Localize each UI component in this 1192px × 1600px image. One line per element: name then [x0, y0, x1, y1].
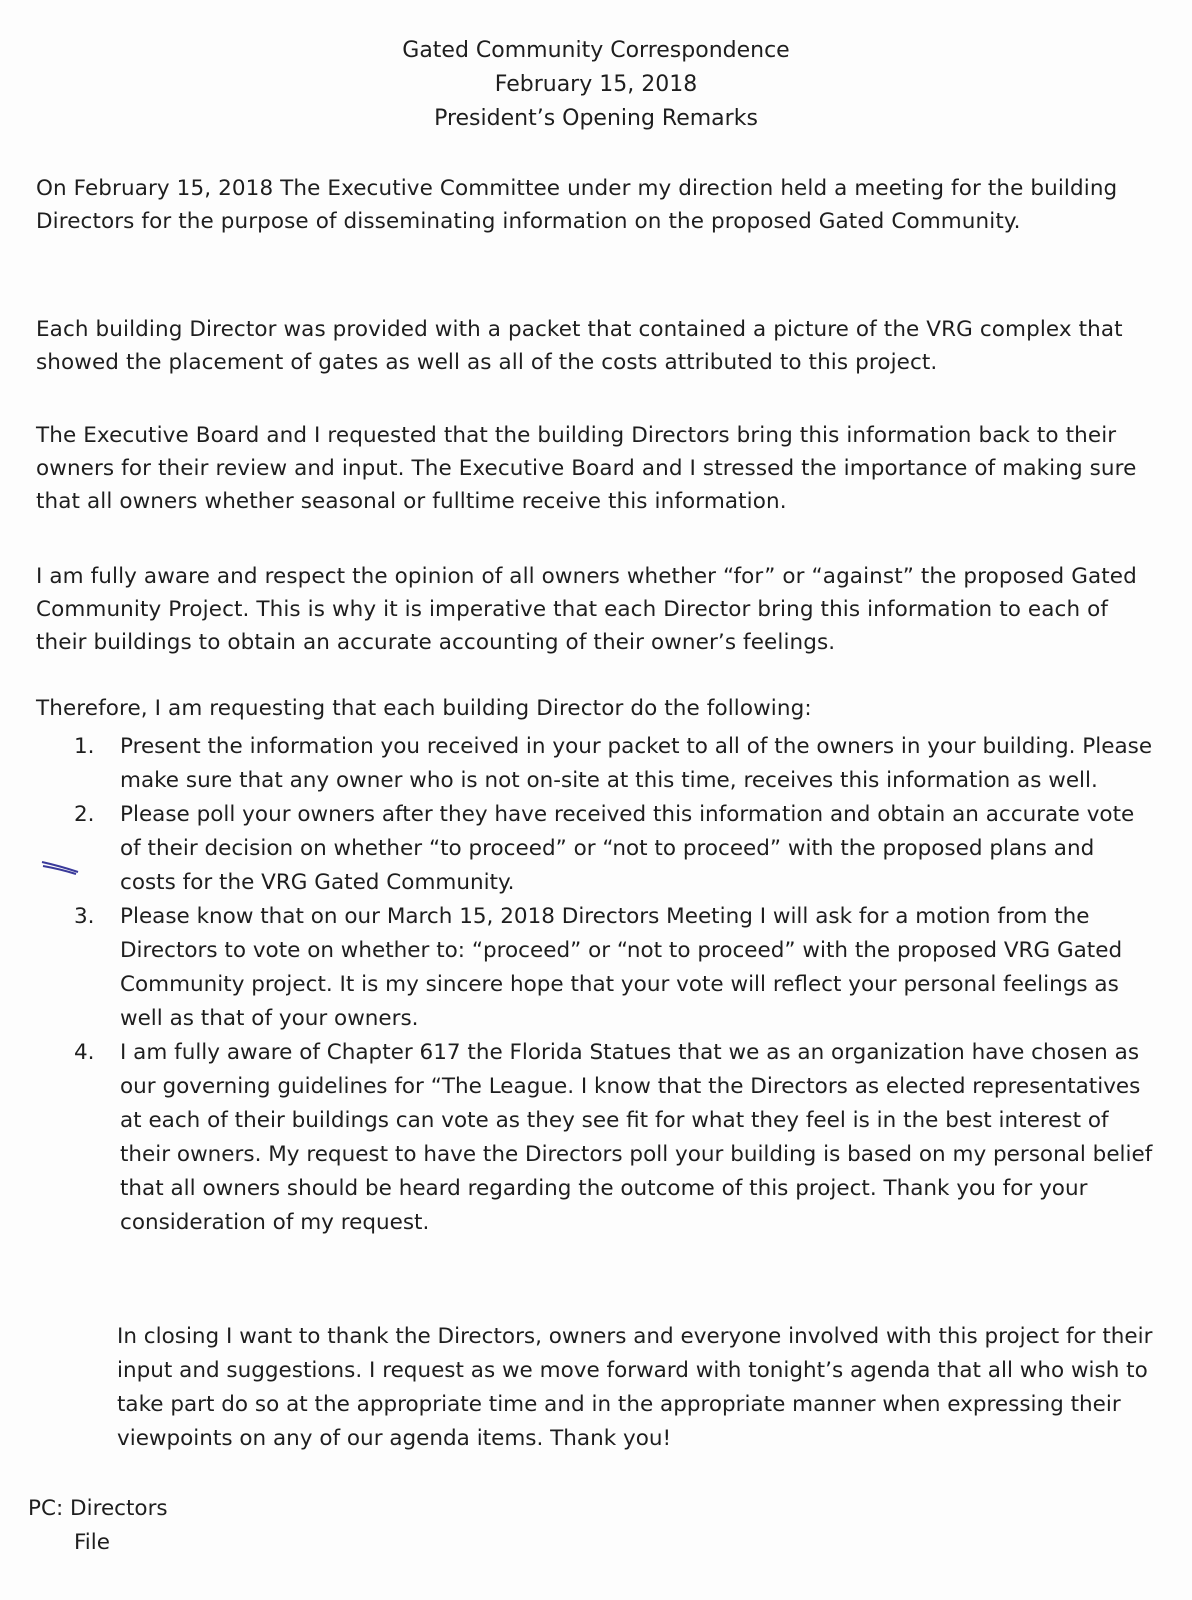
pen-mark-icon: [40, 858, 82, 876]
list-item: [36, 730, 1156, 798]
document-date: February 15, 2018: [494, 72, 698, 97]
list-item-text: Present the information you received in your packet to all of the owners in your building. Please make sure that any owner who is not on-site at this time, receives this information as well.: [120, 734, 1153, 793]
list-item-number: 2.: [74, 802, 95, 827]
paragraph-intro: On February 15, 2018 The Executive Committee under my direction held a meeting for the building Directors for the purpose of disseminating information on the proposed Gated Community.: [36, 176, 1118, 234]
pc-directors: PC: Directors: [28, 1496, 168, 1521]
list-item-text: Please know that on our March 15, 2018 Directors Meeting I will ask for a motion from the Directors to vote on whether to: “proceed” or “not to proceed” with the proposed VRG Gated Community project. It is my sincere hope that your vote will reflect your personal feelings as well as that of your owners.: [120, 904, 1123, 1031]
paragraph-respect-opinion: I am fully aware and respect the opinion of all owners whether “for” or “against” the proposed Gated Community Project. This is why it is imperative that each Director bring this information to each of their buildings to obtain an accurate accounting of their owner’s feelings.: [36, 564, 1137, 655]
paragraph-request-intro: Therefore, I am requesting that each building Director do the following:: [36, 696, 812, 721]
closing-paragraph: In closing I want to thank the Directors, owners and everyone involved with this project for their input and suggestions. I request as we move forward with tonight’s agenda that all who wish to take part do so at the appropriate time and in the appropriate manner when expressing their viewpoints on any of our agenda items. Thank you!: [117, 1324, 1153, 1451]
list-item: [36, 900, 1156, 1036]
paragraph-executive-board: The Executive Board and I requested that the building Directors bring this information back to their owners for their review and input. The Executive Board and I stressed the importance of making sure that all owners whether seasonal or fulltime receive this information.: [36, 423, 1137, 514]
list-item-number: 1.: [74, 734, 95, 759]
list-item-text: Please poll your owners after they have received this information and obtain an accurate vote of their decision on whether “to proceed” or “not to proceed” with the proposed plans and costs for the VRG Gated Community.: [120, 802, 1135, 895]
document-header: [0, 34, 1192, 136]
pc-file: File: [74, 1530, 110, 1555]
list-item: [36, 798, 1156, 900]
list-item-text: I am fully aware of Chapter 617 the Florida Statues that we as an organization have chosen as our governing guidelines for “The League. I know that the Directors as elected representatives at each of their buildings can vote as they see fit for what they feel is in the best interest of their owners. My request to have the Directors poll your building is based on my personal belief that all owners should be heard regarding the outcome of this project. Thank you for your consideration of my request.: [120, 1040, 1153, 1235]
document-title: Gated Community Correspondence: [402, 38, 790, 63]
paragraph-packet: Each building Director was provided with a packet that contained a picture of the VRG complex that showed the placement of gates as well as all of the costs attributed to this project.: [36, 317, 1123, 375]
request-list: [36, 730, 1156, 1240]
list-item-number: 4.: [74, 1040, 95, 1065]
list-item-number: 3.: [74, 904, 95, 929]
list-item: [36, 1036, 1156, 1240]
carbon-copy-block: [28, 1492, 168, 1560]
document-subtitle: President’s Opening Remarks: [434, 106, 758, 131]
